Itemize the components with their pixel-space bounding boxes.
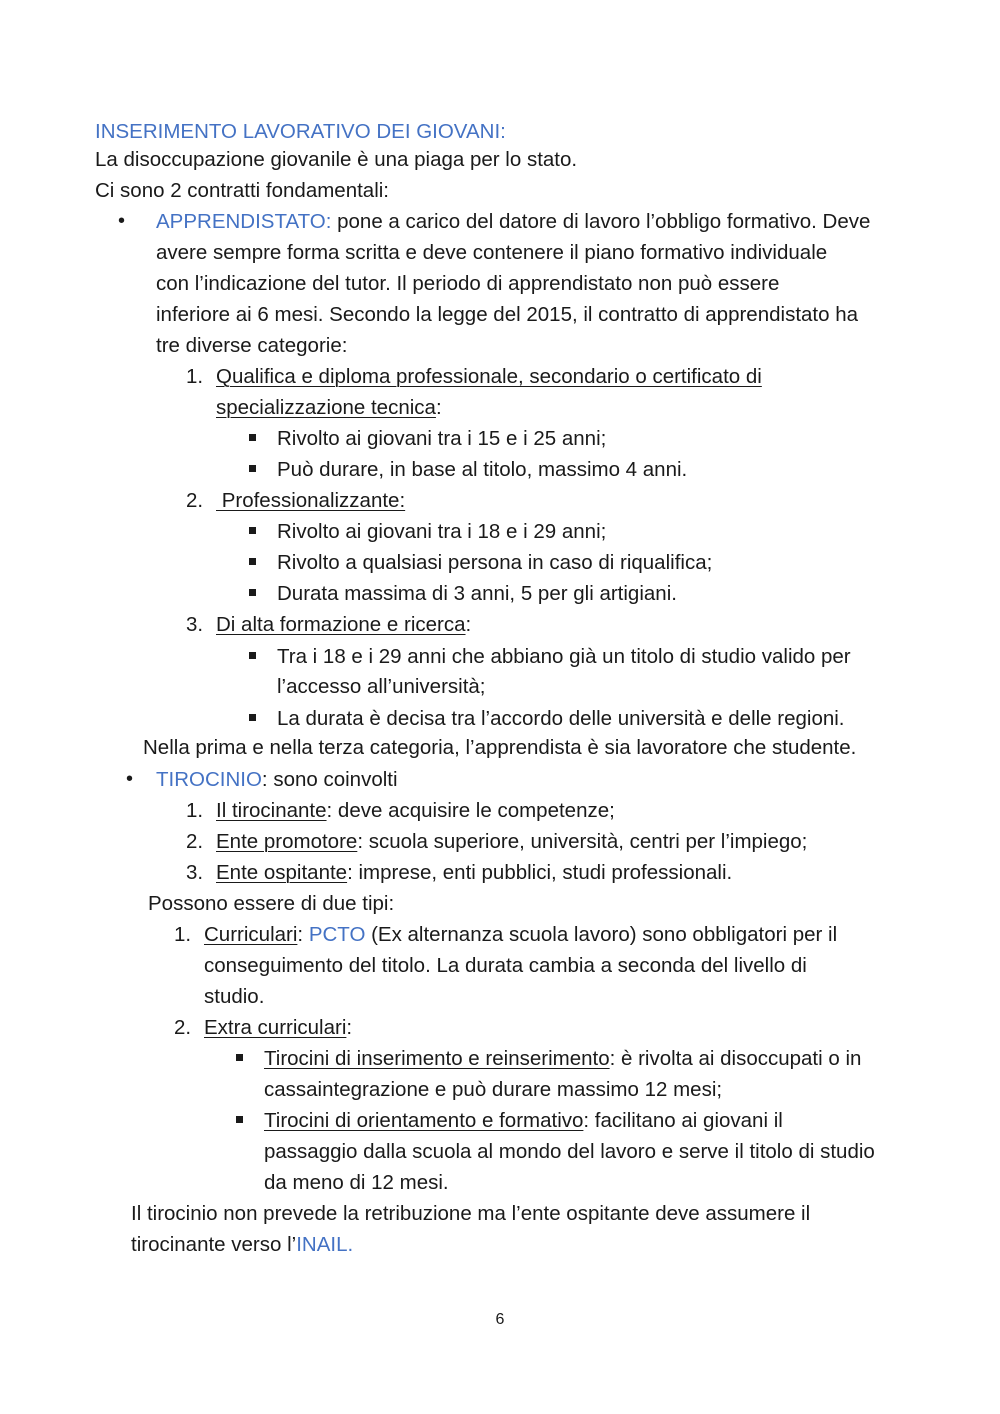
list-number: 1. [186,799,204,822]
list-item-continuation: studio. [204,985,265,1008]
intro-line: Ci sono 2 contratti fondamentali: [95,179,389,202]
list-item: Ente ospitante: imprese, enti pubblici, studi professionali. [216,861,733,884]
paragraph-line: con l’indicazione del tutor. Il periodo di apprendistato non può essere [156,272,780,295]
bullet-icon: • [126,768,134,790]
list-item: Extra curriculari: [204,1016,353,1039]
square-bullet-icon [249,465,256,472]
list-item-continuation: cassaintegrazione e può durare massimo 12 mesi; [264,1078,723,1101]
square-bullet-icon [236,1116,243,1123]
tirocinio-term: TIROCINIO [156,768,262,791]
section-heading: INSERIMENTO LAVORATIVO DEI GIOVANI: [95,120,506,143]
list-item: Rivolto ai giovani tra i 18 e i 29 anni; [277,520,607,543]
paragraph-line: tre diverse categorie: [156,334,348,357]
apprendistato-note: Nella prima e nella terza categoria, l’apprendista è sia lavoratore che studente. [143,736,857,759]
square-bullet-icon [249,714,256,721]
category-title: Di alta formazione e ricerca: [216,613,472,636]
paragraph-line: inferiore ai 6 mesi. Secondo la legge del 2015, il contratto di apprendistato ha [156,303,859,326]
list-item: La durata è decisa tra l’accordo delle università e delle regioni. [277,707,845,730]
list-item-continuation: passaggio dalla scuola al mondo del lavoro e serve il titolo di studio [264,1140,875,1163]
types-intro: Possono essere di due tipi: [148,892,395,915]
list-item: Tra i 18 e i 29 anni che abbiano già un titolo di studio valido per [277,645,851,668]
list-number: 3. [186,613,204,636]
square-bullet-icon [249,558,256,565]
closing-line: Il tirocinio non prevede la retribuzione ma l’ente ospitante deve assumere il [131,1202,811,1225]
square-bullet-icon [249,589,256,596]
apprendistato-term: APPRENDISTATO: [156,210,332,233]
category-title: Qualifica e diploma professionale, secondario o certificato di [216,365,762,388]
list-number: 3. [186,861,204,884]
list-item: Curriculari: PCTO (Ex alternanza scuola lavoro) sono obbligatori per il [204,923,838,946]
list-item: Durata massima di 3 anni, 5 per gli artigiani. [277,582,677,605]
tirocinio-paragraph: TIROCINIO: sono coinvolti [156,768,398,791]
square-bullet-icon [249,652,256,659]
list-number: 2. [186,830,204,853]
list-number: 1. [174,923,192,946]
intro-line: La disoccupazione giovanile è una piaga per lo stato. [95,148,578,171]
square-bullet-icon [249,527,256,534]
bullet-icon: • [118,210,126,232]
list-item: Rivolto a qualsiasi persona in caso di riqualifica; [277,551,713,574]
list-item-continuation: l’accesso all’università; [277,675,486,698]
closing-line: tirocinante verso l’INAIL. [131,1233,354,1256]
category-title: Professionalizzante: [216,489,406,512]
list-item: Rivolto ai giovani tra i 15 e i 25 anni; [277,427,607,450]
list-number: 1. [186,365,204,388]
list-item-continuation: da meno di 12 mesi. [264,1171,449,1194]
list-item: Può durare, in base al titolo, massimo 4 anni. [277,458,688,481]
list-item: Ente promotore: scuola superiore, università, centri per l’impiego; [216,830,808,853]
square-bullet-icon [236,1054,243,1061]
square-bullet-icon [249,434,256,441]
page-number: 6 [495,1311,505,1328]
list-item: Tirocini di inserimento e reinserimento: è rivolta ai disoccupati o in [264,1047,862,1070]
list-item-continuation: conseguimento del titolo. La durata cambia a seconda del livello di [204,954,807,977]
apprendistato-paragraph: APPRENDISTATO: pone a carico del datore di lavoro l’obbligo formativo. Deve [156,210,871,233]
list-item: Tirocini di orientamento e formativo: facilitano ai giovani il [264,1109,783,1132]
list-number: 2. [186,489,204,512]
list-item: Il tirocinante: deve acquisire le competenze; [216,799,615,822]
pcto-term: PCTO [308,923,366,946]
paragraph-line: avere sempre forma scritta e deve contenere il piano formativo individuale [156,241,828,264]
list-number: 2. [174,1016,192,1039]
inail-term: INAIL. [296,1233,354,1256]
category-title: specializzazione tecnica: [216,396,442,419]
